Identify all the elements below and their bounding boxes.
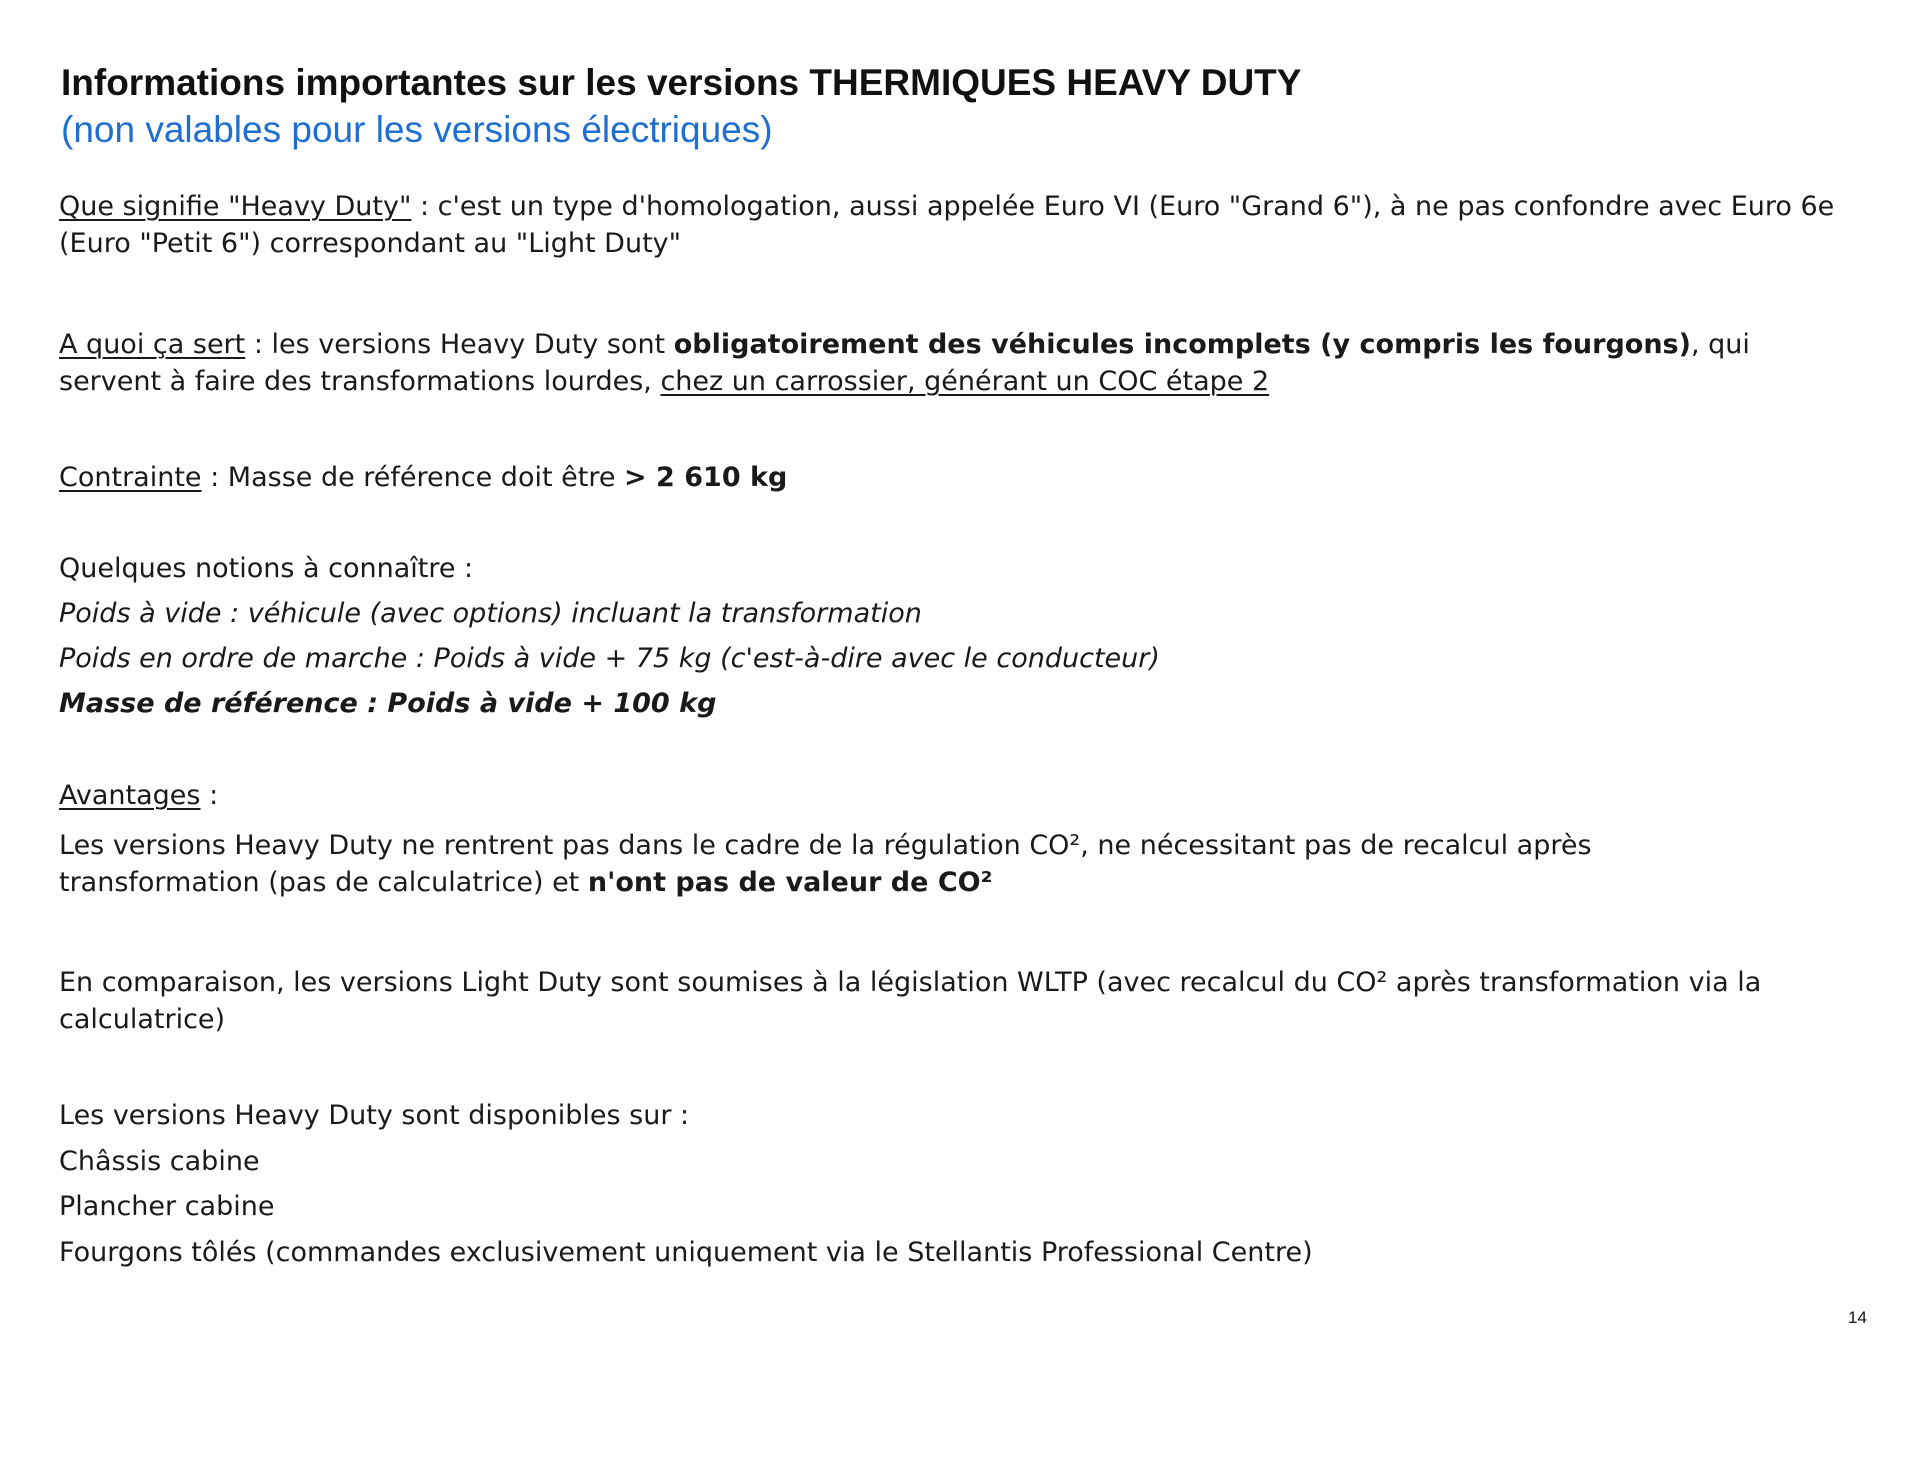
meaning-text: : c'est un type d'homologation, aussi appelée Euro VI (Euro "Grand 6"), à ne pas confondre avec Euro 6e (Euro "Petit 6") correspondant au "Light Duty": [59, 191, 1835, 259]
advantages-text: Les versions Heavy Duty ne rentrent pas dans le cadre de la régulation CO², ne nécessitant pas de recalcul après transformation (pas de calculatrice) et: [59, 830, 1592, 898]
constraint-label: Contrainte: [59, 462, 202, 493]
advantages-bold: n'ont pas de valeur de CO²: [587, 867, 993, 898]
purpose-label: A quoi ça sert: [59, 329, 246, 360]
constraint-paragraph: [59, 459, 787, 496]
availability-heading: Les versions Heavy Duty sont disponibles sur :: [59, 1100, 690, 1131]
notion-item: Poids en ordre de marche : Poids à vide + 75 kg (c'est-à-dire avec le conducteur): [59, 643, 1160, 674]
advantages-colon: :: [200, 780, 219, 811]
page-number: 14: [1848, 1308, 1867, 1327]
meaning-label: Que signifie "Heavy Duty": [59, 191, 412, 222]
constraint-bold: > 2 610 kg: [624, 462, 788, 493]
notions-heading: Quelques notions à connaître :: [59, 553, 474, 584]
purpose-text-2: , qui servent à faire des transformations lourdes,: [59, 329, 1750, 397]
page-subtitle: (non valables pour les versions électriques): [61, 109, 773, 150]
availability-item: Fourgons tôlés (commandes exclusivement uniquement via le Stellantis Professional Centre): [59, 1237, 1313, 1268]
purpose-text-1: : les versions Heavy Duty sont: [245, 329, 674, 360]
advantages-label: Avantages: [59, 780, 201, 811]
advantages-heading: [59, 777, 218, 814]
purpose-paragraph: [59, 326, 1839, 400]
page-title: Informations importantes sur les versions THERMIQUES HEAVY DUTY: [61, 62, 1302, 103]
advantages-paragraph: [59, 827, 1779, 901]
comparison-paragraph: En comparaison, les versions Light Duty sont soumises à la législation WLTP (avec recalcul du CO² après transformation via la calculatrice): [59, 967, 1762, 1035]
purpose-underlined: chez un carrossier, générant un COC étape 2: [660, 366, 1270, 397]
meaning-paragraph: [59, 188, 1839, 262]
constraint-text: : Masse de référence doit être: [201, 462, 625, 493]
notion-bold-item: Masse de référence : Poids à vide + 100 kg: [59, 688, 717, 719]
availability-item: Châssis cabine: [59, 1146, 260, 1177]
purpose-bold: obligatoirement des véhicules incomplets (y compris les fourgons): [673, 329, 1691, 360]
availability-item: Plancher cabine: [59, 1191, 275, 1222]
notion-item: Poids à vide : véhicule (avec options) incluant la transformation: [59, 598, 922, 629]
